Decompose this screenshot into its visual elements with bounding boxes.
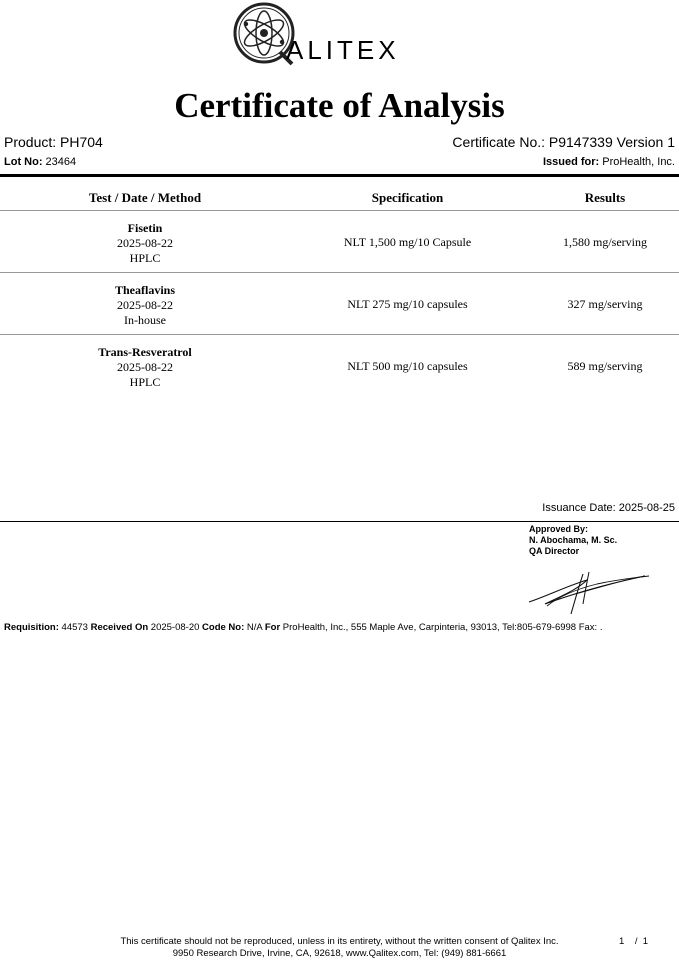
test-cell [0, 345, 290, 390]
row-divider [0, 272, 679, 273]
logo-wordmark: ALITEX [286, 35, 400, 65]
product-id: Product: PH704 [4, 134, 103, 150]
column-header-specification: Specification [371, 190, 444, 205]
footer [0, 936, 679, 960]
column-header-test: Test / Date / Method [88, 190, 202, 205]
lot-number [4, 156, 76, 168]
page-title: Certificate of Analysis [174, 86, 505, 125]
test-method: HPLC [129, 251, 161, 265]
issued-for-label: Issued for: [542, 156, 600, 168]
specification-cell: NLT 275 mg/10 capsules [347, 297, 468, 311]
page-number: 1 / 1 [619, 936, 649, 947]
certificate-number: Certificate No.: P9147339 Version 1 [452, 134, 675, 150]
received-value: 2025-08-20 [148, 622, 203, 633]
column-header-results: Results [584, 190, 626, 205]
specification-cell: NLT 500 mg/10 capsules [347, 359, 468, 373]
table-divider [0, 210, 679, 211]
for-value: ProHealth, Inc., 555 Maple Ave, Carpinteria, 93013, Tel:805-679-6998 Fax: . [280, 622, 603, 633]
approver-name: N. Abochama, M. Sc. [529, 535, 618, 545]
footer-address: 9950 Research Drive, Irvine, CA, 92618, www.Qalitex.com, Tel: (949) 881-6661 [172, 948, 507, 959]
code-value: N/A [244, 622, 265, 633]
approval-label: Approved By: [529, 524, 589, 534]
received-label: Received On [90, 622, 149, 633]
issued-for-value: ProHealth, Inc. [602, 156, 675, 168]
approver-role: QA Director [529, 546, 580, 556]
test-name: Theaflavins [114, 283, 175, 297]
test-date: 2025-08-22 [117, 360, 173, 374]
requisition-value: 44573 [58, 622, 91, 633]
test-name: Trans-Resveratrol [98, 345, 192, 359]
row-divider [0, 334, 679, 335]
lot-label: Lot No: [4, 156, 43, 168]
specification-cell: NLT 1,500 mg/10 Capsule [343, 235, 472, 249]
test-method: HPLC [129, 375, 161, 389]
code-label: Code No: [202, 622, 245, 633]
test-cell [0, 221, 290, 266]
requisition-line [4, 622, 602, 633]
for-label: For [264, 622, 281, 633]
footer-divider [0, 521, 679, 522]
test-date: 2025-08-22 [117, 236, 173, 250]
issued-for [543, 156, 675, 168]
test-date: 2025-08-22 [117, 298, 173, 312]
signature-image [527, 568, 652, 618]
test-method: In-house [124, 313, 166, 327]
header-divider [0, 174, 679, 177]
approval-block [529, 524, 617, 557]
result-cell: 589 mg/serving [567, 359, 643, 373]
result-cell: 1,580 mg/serving [563, 235, 647, 249]
result-cell: 327 mg/serving [567, 297, 643, 311]
requisition-label: Requisition: [4, 622, 59, 633]
lot-value: 23464 [45, 156, 77, 168]
footer-disclaimer: This certificate should not be reproduced, unless in its entirety, without the written consent of Qalitex Inc. [120, 936, 559, 947]
test-name: Fisetin [127, 221, 163, 235]
issuance-date: Issuance Date: 2025-08-25 [542, 502, 675, 514]
test-cell [0, 283, 290, 328]
